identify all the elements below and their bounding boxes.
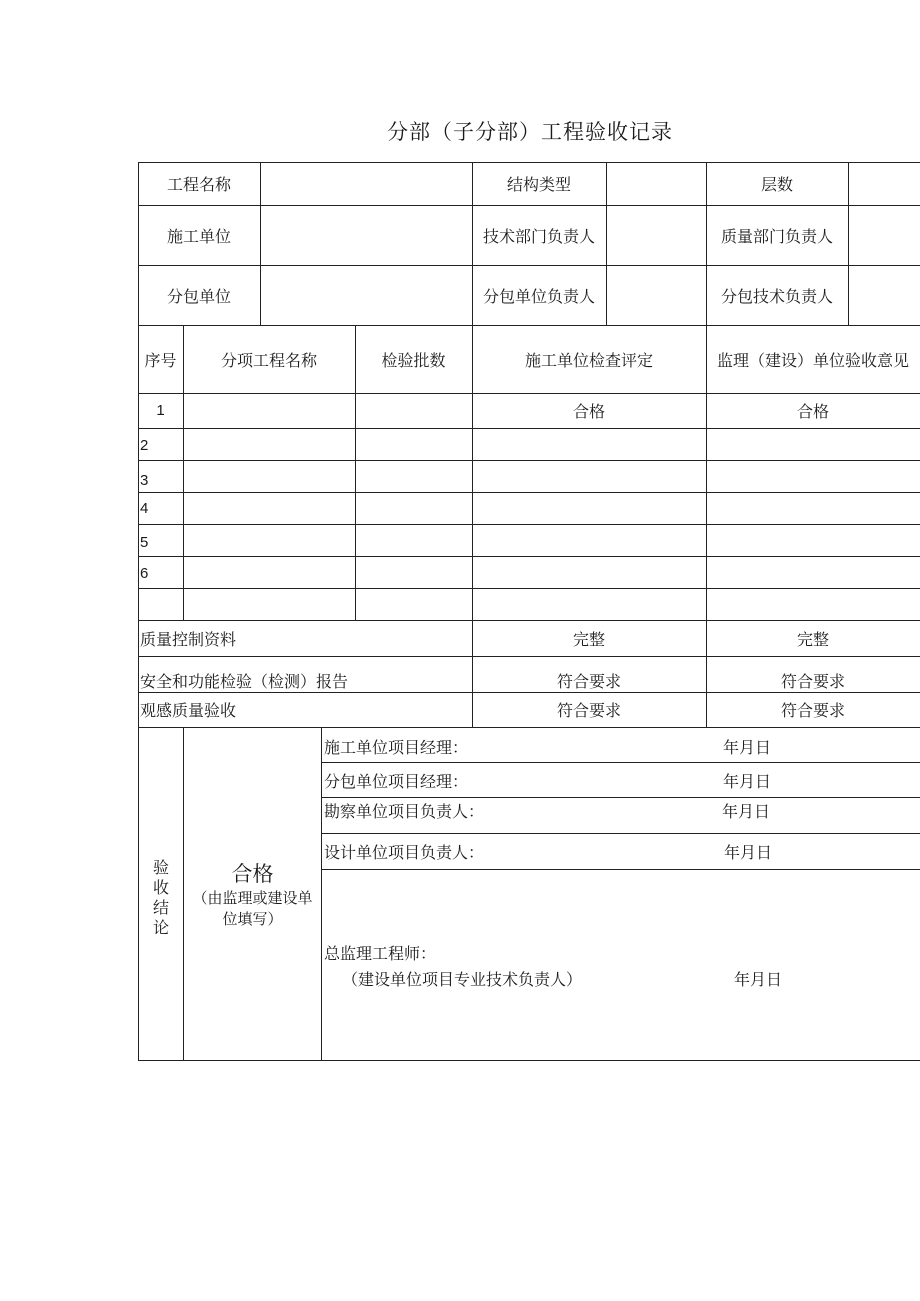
tech-dept-head-label: 技术部门负责人 [482,226,595,246]
summary-check-quality-docs: 完整 [572,629,605,649]
verdict-note: 位填写） [222,910,283,928]
summary-label-quality-docs: 质量控制资料 [140,629,237,649]
row-number: 4 [140,499,149,517]
project-name-label: 工程名称 [166,175,231,194]
summary-opinion-quality-docs: 完整 [796,629,829,649]
row-number: 2 [140,436,149,454]
signoff-date: 年月日 [724,842,773,862]
chief-supervisor-label: 总监理工程师： [324,943,437,963]
row-number: 6 [140,564,149,582]
signoff-date: 年月日 [723,771,772,791]
structure-type-label: 结构类型 [506,175,571,194]
signoff-role: 设计单位项目负责人： [324,842,485,862]
row-number: 3 [140,471,149,489]
column-header-item-name: 分项工程名称 [220,350,317,370]
subcontractor-head-label: 分包单位负责人 [482,286,595,306]
quality-dept-head-label: 质量部门负责人 [720,226,833,246]
chief-supervisor-date: 年月日 [734,969,783,989]
subcontractor-label: 分包单位 [166,286,231,306]
verdict-result: 合格 [231,862,274,886]
signoff-role: 施工单位项目经理： [324,737,469,757]
floors-label: 层数 [760,175,793,194]
verdict-block [184,858,321,930]
summary-check-safety-report: 符合要求 [556,671,621,691]
signoff-role: 分包单位项目经理： [324,771,469,791]
summary-label-safety-report: 安全和功能检验（检测）报告 [140,671,349,691]
column-header-contractor-check: 施工单位检查评定 [524,350,653,370]
summary-check-appearance: 符合要求 [556,701,621,720]
column-header-no: 序号 [144,350,177,370]
row-supervisor-opinion: 合格 [796,402,829,421]
row-number: 5 [140,533,149,551]
chief-supervisor-note: （建设单位项目专业技术负责人） [342,969,583,989]
summary-opinion-safety-report: 符合要求 [780,671,845,691]
conclusion-label: 验 收 结 论 [152,858,169,937]
page-title: 分部（子分部）工程验收记录 [387,120,673,144]
signoff-role: 勘察单位项目负责人： [324,801,485,821]
subcontractor-tech-head-label: 分包技术负责人 [720,286,833,306]
summary-opinion-appearance: 符合要求 [780,701,845,720]
signoff-date: 年月日 [722,801,771,821]
verdict-note: （由监理或建设单 [192,889,313,907]
summary-label-appearance: 观感质量验收 [140,701,237,720]
signoff-date: 年月日 [723,737,772,757]
column-header-supervisor-opinion: 监理（建设）单位验收意见 [716,350,909,370]
construction-unit-label: 施工单位 [166,226,231,246]
column-header-batch-count: 检验批数 [381,350,446,370]
row-contractor-check: 合格 [572,402,605,421]
row-number: 1 [156,402,165,419]
